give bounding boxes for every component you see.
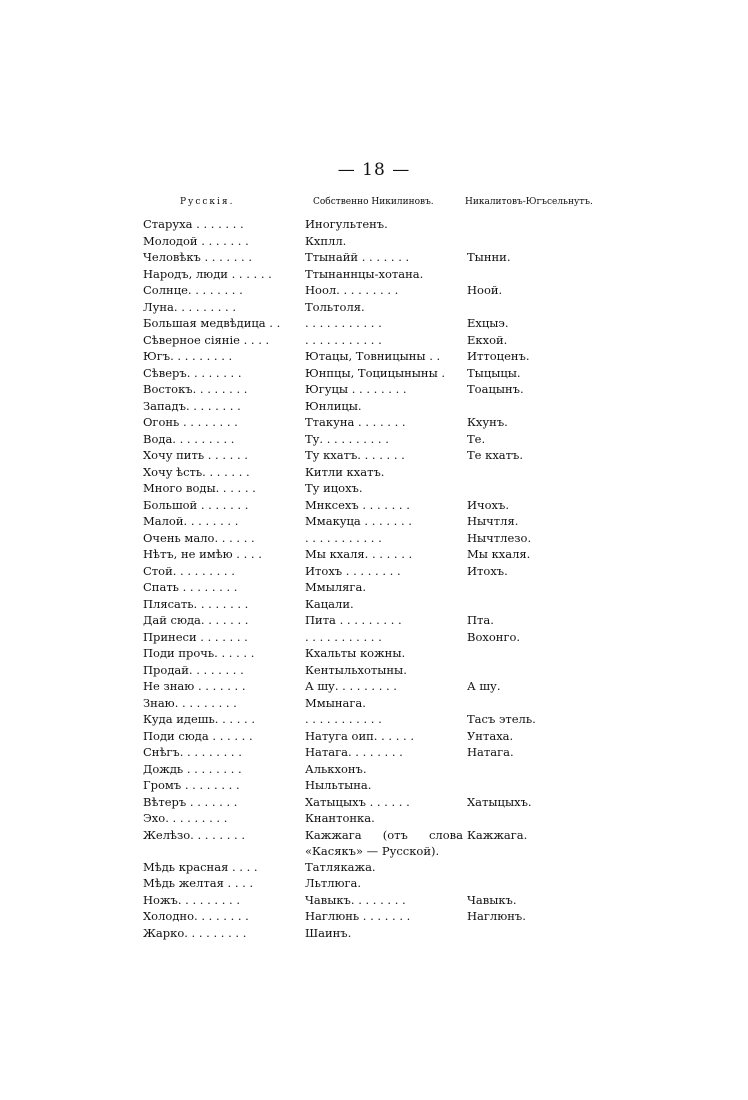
table-row bbox=[0, 315, 748, 332]
nikolaev-word: Шаинъ. bbox=[305, 925, 352, 940]
nikolaev-word: Ютацы, Товницыны . . bbox=[305, 349, 441, 363]
nikolaev-word: Тольтоля. bbox=[305, 299, 365, 314]
russian-word: Плясать. . . . . . . . bbox=[143, 596, 249, 611]
nikolaev-word: Чавыкъ. . . . . . . . bbox=[305, 892, 406, 907]
russian-word: Человѣкъ . . . . . . . bbox=[143, 250, 253, 264]
table-row bbox=[0, 810, 748, 827]
nikolaev-word: Натага. . . . . . . . bbox=[305, 745, 403, 759]
table-row bbox=[0, 612, 748, 629]
table-row bbox=[0, 711, 748, 728]
nikolaev-yug-word: Кажжага. bbox=[467, 827, 528, 842]
table-row bbox=[0, 365, 748, 382]
russian-word: Стой. . . . . . . . . bbox=[143, 563, 235, 578]
russian-word: Эхо. . . . . . . . . bbox=[143, 811, 228, 825]
russian-word: Снѣгъ. . . . . . . . . bbox=[143, 745, 242, 759]
russian-word: Малой. . . . . . . . bbox=[143, 514, 239, 528]
nikolaev-word: Натуга оип. . . . . . bbox=[305, 728, 415, 743]
nikolaev-yug-word: Тасъ этель. bbox=[467, 712, 536, 726]
table-row bbox=[0, 348, 748, 365]
table-row bbox=[0, 447, 748, 464]
table-row bbox=[0, 579, 748, 596]
table-row bbox=[0, 908, 748, 925]
nikolaev-word: Ммыляга. bbox=[305, 580, 366, 594]
nikolaev-yug-word: Хатыцыхъ. bbox=[467, 794, 532, 809]
nikolaev-yug-word: Екхой. bbox=[467, 332, 508, 347]
nikolaev-yug-word: Тынни. bbox=[467, 250, 511, 264]
table-row bbox=[0, 431, 748, 448]
nikolaev-yug-word: Наглюнъ. bbox=[467, 909, 526, 923]
header-russian: Русскія. bbox=[180, 197, 235, 207]
table-row bbox=[0, 761, 748, 778]
russian-word: Западъ. . . . . . . . bbox=[143, 398, 241, 413]
header-nikolaev: Собственно Никилиновъ. bbox=[313, 197, 434, 207]
table-row bbox=[0, 332, 748, 349]
nikolaev-word: Алькхонъ. bbox=[305, 761, 367, 776]
header-nikolaev-yug: Никалитовъ-Югъсельнутъ. bbox=[465, 197, 593, 207]
russian-word: Поди прочь. . . . . . bbox=[143, 646, 255, 660]
nikolaev-word: Кхальты кожны. bbox=[305, 646, 406, 660]
table-row bbox=[0, 563, 748, 580]
nikolaev-word: Ноол. . . . . . . . . bbox=[305, 283, 399, 297]
nikolaev-yug-word: Мы кхаля. bbox=[467, 547, 531, 561]
nikolaev-word: Татлякажа. bbox=[305, 859, 376, 874]
nikolaev-yug-word: Итохъ. bbox=[467, 563, 508, 578]
russian-word: Продай. . . . . . . . bbox=[143, 662, 244, 677]
russian-word: Мѣдь красная . . . . bbox=[143, 859, 258, 874]
russian-word: Большой . . . . . . . bbox=[143, 497, 249, 512]
table-row bbox=[0, 777, 748, 794]
nikolaev-word: Ммынага. bbox=[305, 695, 366, 710]
nikolaev-word: Юнпцы, Тоцицыныны . bbox=[305, 365, 446, 380]
nikolaev-word: Ммакуца . . . . . . . bbox=[305, 514, 412, 528]
russian-word: Мѣдь желтая . . . . bbox=[143, 876, 254, 890]
nikolaev-word: Мы кхаля. . . . . . . bbox=[305, 547, 413, 561]
nikolaev-word: Итохъ . . . . . . . . bbox=[305, 563, 401, 578]
table-row bbox=[0, 859, 748, 876]
russian-word: Хочу ѣсть. . . . . . . bbox=[143, 464, 250, 479]
nikolaev-yug-word: Вохонго. bbox=[467, 629, 521, 644]
table-row bbox=[0, 282, 748, 299]
table-row bbox=[0, 381, 748, 398]
table-row bbox=[0, 794, 748, 811]
nikolaev-word: Льтлюга. bbox=[305, 876, 362, 890]
nikolaev-yug-word: Пта. bbox=[467, 613, 494, 627]
nikolaev-word: . . . . . . . . . . . bbox=[305, 316, 382, 330]
table-row bbox=[0, 497, 748, 514]
table-row bbox=[0, 728, 748, 745]
nikolaev-word: Ныльтына. bbox=[305, 778, 372, 792]
column-headers bbox=[0, 197, 748, 211]
nikolaev-word: Иногультенъ. bbox=[305, 217, 388, 231]
nikolaev-yug-word: Те кхатъ. bbox=[467, 448, 523, 462]
russian-word: Не знаю . . . . . . . bbox=[143, 679, 246, 693]
table-row bbox=[0, 925, 748, 942]
nikolaev-word: . . . . . . . . . . . bbox=[305, 712, 382, 726]
nikolaev-word: . . . . . . . . . . . bbox=[305, 530, 382, 545]
russian-word: Сѣверъ. . . . . . . . bbox=[143, 365, 242, 380]
nikolaev-word: Ту. . . . . . . . . . bbox=[305, 431, 389, 446]
nikolaev-yug-word: Кхунъ. bbox=[467, 415, 508, 429]
russian-word: Дай сюда. . . . . . . bbox=[143, 613, 249, 627]
russian-word: Нѣтъ, не имѣю . . . . bbox=[143, 547, 262, 561]
russian-word: Дождь . . . . . . . . bbox=[143, 761, 242, 776]
table-row bbox=[0, 662, 748, 679]
table-row bbox=[0, 645, 748, 662]
table-row bbox=[0, 398, 748, 415]
russian-word: Ножъ. . . . . . . . . bbox=[143, 892, 240, 907]
nikolaev-yug-word: А шу. bbox=[467, 679, 501, 693]
nikolaev-word: А шу. . . . . . . . . bbox=[305, 679, 397, 693]
nikolaev-word: Китли кхатъ. bbox=[305, 464, 385, 479]
nikolaev-word: Ттынаннцы-хотана. bbox=[305, 266, 424, 281]
table-row bbox=[0, 249, 748, 266]
russian-word: Югъ. . . . . . . . . bbox=[143, 349, 233, 363]
table-row bbox=[0, 875, 748, 892]
russian-word: Большая медвѣдица . . bbox=[143, 316, 281, 330]
russian-word: Желѣзо. . . . . . . . bbox=[143, 827, 245, 842]
table-row bbox=[0, 299, 748, 316]
nikolaev-word: Мнксехъ . . . . . . . bbox=[305, 497, 410, 512]
russian-word: Очень мало. . . . . . bbox=[143, 530, 255, 545]
nikolaev-word: Кацали. bbox=[305, 596, 354, 611]
russian-word: Хочу пить . . . . . . bbox=[143, 448, 248, 462]
nikolaev-word: Ттакуна . . . . . . . bbox=[305, 415, 406, 429]
page-number: — 18 — bbox=[337, 160, 411, 180]
nikolaev-yug-word: Ноой. bbox=[467, 283, 503, 297]
nikolaev-word: Кнантонка. bbox=[305, 811, 375, 825]
nikolaev-word: Хатыцыхъ . . . . . . bbox=[305, 794, 410, 809]
nikolaev-word: Югуцы . . . . . . . . bbox=[305, 382, 407, 396]
russian-word: Молодой . . . . . . . bbox=[143, 233, 249, 248]
table-row bbox=[0, 629, 748, 646]
russian-word: Луна. . . . . . . . . bbox=[143, 299, 237, 314]
nikolaev-yug-word: Тыцыцы. bbox=[467, 365, 521, 380]
table-row bbox=[0, 530, 748, 547]
russian-word: Огонь . . . . . . . . bbox=[143, 415, 238, 429]
table-row bbox=[0, 464, 748, 481]
nikolaev-yug-word: Нычтля. bbox=[467, 514, 519, 528]
table-row bbox=[0, 233, 748, 250]
russian-word: Холодно. . . . . . . . bbox=[143, 909, 249, 923]
russian-word: Принеси . . . . . . . bbox=[143, 629, 248, 644]
table-row bbox=[0, 744, 748, 761]
nikolaev-yug-word: Иттоценъ. bbox=[467, 349, 530, 363]
russian-word: Вѣтеръ . . . . . . . bbox=[143, 794, 238, 809]
russian-word: Вода. . . . . . . . . bbox=[143, 431, 235, 446]
russian-word: Спать . . . . . . . . bbox=[143, 580, 238, 594]
nikolaev-yug-word: Те. bbox=[467, 431, 486, 446]
table-row bbox=[0, 414, 748, 431]
table-row bbox=[0, 827, 748, 859]
russian-word: Знаю. . . . . . . . . bbox=[143, 695, 237, 710]
nikolaev-word: Кажжага (отъ слова «Касякъ» — Русской). bbox=[305, 827, 463, 858]
table-row bbox=[0, 596, 748, 613]
russian-word: Много воды. . . . . . bbox=[143, 481, 256, 495]
table-row bbox=[0, 546, 748, 563]
nikolaev-yug-word: Натага. bbox=[467, 745, 514, 759]
table-row bbox=[0, 480, 748, 497]
nikolaev-word: Кентыльхотыны. bbox=[305, 662, 407, 677]
russian-word: Поди сюда . . . . . . bbox=[143, 728, 253, 743]
nikolaev-yug-word: Чавыкъ. bbox=[467, 892, 517, 907]
nikolaev-yug-word: Унтаха. bbox=[467, 728, 514, 743]
nikolaev-yug-word: Тоацынъ. bbox=[467, 382, 524, 396]
nikolaev-yug-word: Ичохъ. bbox=[467, 497, 510, 512]
nikolaev-word: . . . . . . . . . . . bbox=[305, 332, 382, 347]
nikolaev-word: Юнлицы. bbox=[305, 398, 362, 413]
russian-word: Солнце. . . . . . . . bbox=[143, 283, 243, 297]
vocabulary-table bbox=[0, 216, 748, 941]
table-row bbox=[0, 266, 748, 283]
nikolaev-word: Ту ицохъ. bbox=[305, 481, 363, 495]
table-row bbox=[0, 892, 748, 909]
nikolaev-word: . . . . . . . . . . . bbox=[305, 629, 382, 644]
russian-word: Сѣверное сіяніе . . . . bbox=[143, 332, 270, 347]
russian-word: Востокъ. . . . . . . . bbox=[143, 382, 248, 396]
russian-word: Народъ, люди . . . . . . bbox=[143, 266, 272, 281]
table-row bbox=[0, 678, 748, 695]
nikolaev-yug-word: Нычтлезо. bbox=[467, 530, 532, 545]
russian-word: Старуха . . . . . . . bbox=[143, 217, 244, 231]
table-row bbox=[0, 695, 748, 712]
table-row bbox=[0, 513, 748, 530]
nikolaev-word: Ттынайй . . . . . . . bbox=[305, 250, 410, 264]
table-row bbox=[0, 216, 748, 233]
russian-word: Громъ . . . . . . . . bbox=[143, 778, 240, 792]
russian-word: Куда идешь. . . . . . bbox=[143, 712, 255, 726]
russian-word: Жарко. . . . . . . . . bbox=[143, 925, 247, 940]
nikolaev-word: Кхплл. bbox=[305, 233, 347, 248]
nikolaev-word: Ту кхатъ. . . . . . . bbox=[305, 448, 405, 462]
nikolaev-word: Пита . . . . . . . . . bbox=[305, 613, 402, 627]
nikolaev-yug-word: Ехцыэ. bbox=[467, 316, 509, 330]
nikolaev-word: Наглюнь . . . . . . . bbox=[305, 909, 411, 923]
